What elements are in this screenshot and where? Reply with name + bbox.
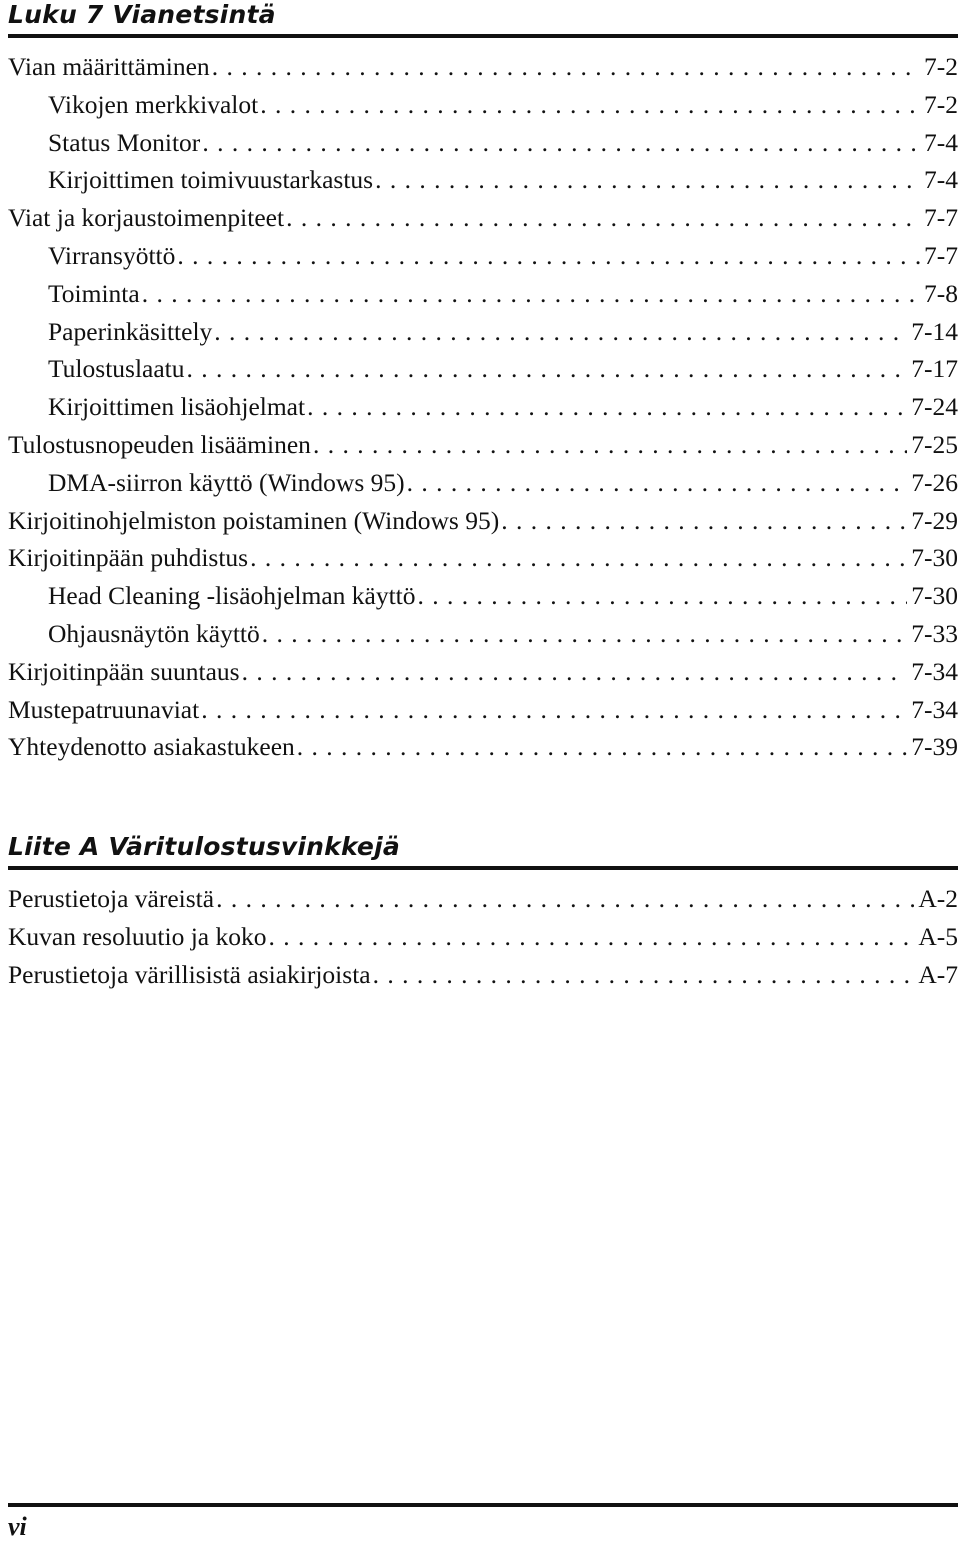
toc-entry[interactable] (8, 426, 958, 464)
toc-entry[interactable] (8, 199, 958, 237)
toc-entry[interactable] (8, 313, 958, 351)
toc-entry[interactable] (8, 577, 958, 615)
toc-entry[interactable] (8, 653, 958, 691)
dot-leader (214, 313, 907, 351)
appendix-title: Liite A Väritulostusvinkkejä (8, 832, 400, 861)
toc-entry-page: 7-30 (911, 543, 958, 573)
toc-entry-page: 7-30 (911, 581, 958, 611)
toc-list (8, 880, 958, 993)
chapter-title: Luku 7 Vianetsintä (8, 0, 276, 29)
toc-entry[interactable] (8, 161, 958, 199)
dot-leader (373, 956, 915, 994)
toc-entry-page: 7-34 (911, 656, 958, 686)
appendix-divider (8, 866, 958, 870)
toc-entry-title: Virransyöttö (48, 240, 176, 270)
toc-entry-title: Perustietoja värillisistä asiakirjoista (8, 959, 371, 989)
toc-entry[interactable] (8, 124, 958, 162)
toc-entry-page: 7-7 (924, 203, 958, 233)
dot-leader (307, 388, 907, 426)
toc-entry-title: Yhteydenotto asiakastukeen (8, 732, 295, 762)
dot-leader (269, 918, 915, 956)
dot-leader (262, 615, 907, 653)
toc-entry[interactable] (8, 539, 958, 577)
toc-entry-title: Mustepatruunaviat (8, 694, 200, 724)
toc-entry-page: 7-2 (924, 52, 958, 81)
dot-leader (201, 691, 907, 729)
dot-leader (250, 539, 907, 577)
toc-entry-title: Viat ja korjaustoimenpiteet (8, 203, 285, 233)
dot-leader (202, 124, 920, 162)
page-number: vi (8, 1512, 27, 1541)
toc-entry-title: Perustietoja väreistä (8, 884, 215, 913)
toc-entry[interactable] (8, 350, 958, 388)
toc-entry-page: 7-14 (911, 316, 958, 346)
chapter-divider (8, 34, 958, 38)
toc-entry-title: Kirjoitinpään suuntaus (8, 656, 240, 686)
toc-entry-page: 7-33 (911, 618, 958, 648)
toc-entry[interactable] (8, 48, 958, 86)
toc-entry-page: 7-7 (924, 240, 958, 270)
toc-entry-page: 7-4 (924, 165, 958, 195)
dot-leader (212, 48, 920, 86)
toc-entry-page: A-5 (918, 921, 958, 951)
toc-entry[interactable] (8, 275, 958, 313)
dot-leader (297, 728, 907, 766)
toc-entry-page: 7-8 (924, 278, 958, 308)
dot-leader (286, 199, 920, 237)
toc-entry-title: Head Cleaning -lisäohjelman käyttö (48, 581, 416, 611)
toc-entry-page: 7-34 (911, 694, 958, 724)
toc-entry[interactable] (8, 388, 958, 426)
toc-entry[interactable] (8, 464, 958, 502)
toc-entry-title: Kuvan resoluutio ja koko (8, 921, 267, 951)
toc-entry[interactable] (8, 615, 958, 653)
toc-entry[interactable] (8, 880, 958, 918)
appendix-section (8, 832, 958, 993)
toc-entry-title: Vikojen merkkivalot (48, 89, 259, 119)
toc-entry-title: Kirjoitinpään puhdistus (8, 543, 249, 573)
footer-divider (8, 1503, 958, 1507)
toc-entry-page: 7-4 (924, 127, 958, 157)
toc-entry-title: DMA-siirron käyttö (Windows 95) (48, 467, 405, 497)
toc-entry[interactable] (8, 502, 958, 540)
toc-entry-title: Vian määrittäminen (8, 52, 210, 81)
toc-entry-title: Ohjausnäytön käyttö (48, 618, 260, 648)
toc-entry-title: Tulostusnopeuden lisääminen (8, 429, 311, 459)
toc-entry[interactable] (8, 237, 958, 275)
dot-leader (501, 502, 907, 540)
toc-entry-title: Toiminta (48, 278, 140, 308)
dot-leader (142, 275, 920, 313)
toc-entry[interactable] (8, 728, 958, 766)
dot-leader (260, 86, 920, 124)
toc-entry[interactable] (8, 956, 958, 994)
toc-entry[interactable] (8, 918, 958, 956)
toc-entry-title: Kirjoittimen lisäohjelmat (48, 392, 306, 422)
toc-entry-page: 7-24 (911, 392, 958, 422)
toc-entry-page: 7-39 (911, 732, 958, 762)
toc-entry-page: 7-25 (911, 429, 958, 459)
toc-entry-page: A-2 (918, 884, 958, 913)
dot-leader (313, 426, 907, 464)
dot-leader (375, 161, 920, 199)
toc-entry-title: Paperinkäsittely (48, 316, 213, 346)
toc-entry-page: 7-2 (924, 89, 958, 119)
chapter-section (8, 0, 958, 766)
dot-leader (407, 464, 908, 502)
dot-leader (216, 880, 914, 918)
toc-entry-title: Kirjoitinohjelmiston poistaminen (Windows 95) (8, 505, 500, 535)
toc-entry[interactable] (8, 86, 958, 124)
dot-leader (187, 350, 908, 388)
toc-entry-title: Status Monitor (48, 127, 201, 157)
toc-list (8, 48, 958, 766)
dot-leader (418, 577, 908, 615)
dot-leader (177, 237, 920, 275)
toc-entry-page: 7-26 (911, 467, 958, 497)
toc-entry-page: A-7 (918, 959, 958, 989)
toc-entry-page: 7-29 (911, 505, 958, 535)
toc-entry-title: Tulostuslaatu (48, 354, 185, 384)
dot-leader (242, 653, 908, 691)
toc-entry-title: Kirjoittimen toimivuustarkastus (48, 165, 374, 195)
toc-entry[interactable] (8, 691, 958, 729)
toc-entry-page: 7-17 (911, 354, 958, 384)
